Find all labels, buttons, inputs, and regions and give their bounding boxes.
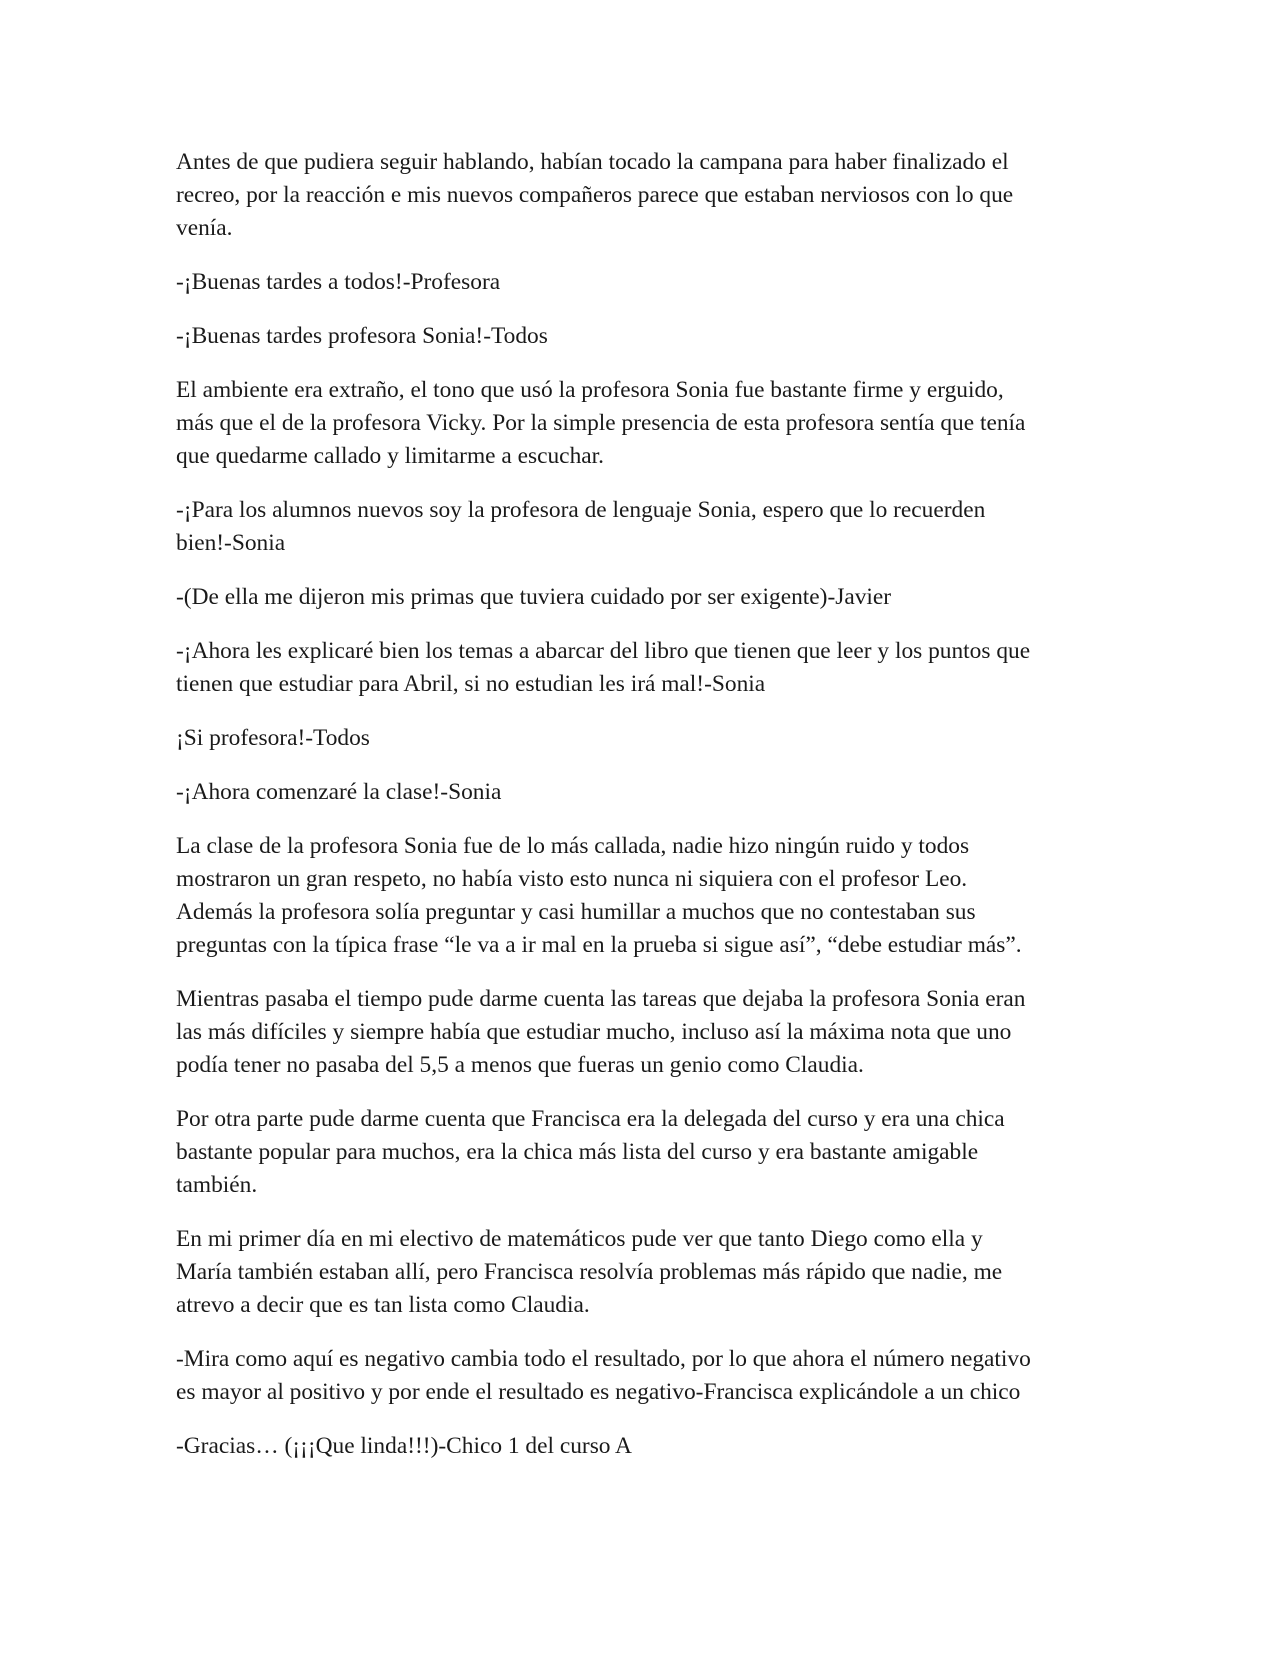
paragraph-10: La clase de la profesora Sonia fue de lo más callada, nadie hizo ningún ruido y todos mostraron un gran respeto, no había visto esto nunca ni siquiera con el profesor Leo. Además la profesora solía preguntar y casi humillar a muchos que no contestaban sus preguntas con la típica frase “le va a ir mal en la prueba si sigue así”, “debe estudiar más”. xyxy=(176,833,1022,958)
paragraph-13: En mi primer día en mi electivo de matemáticos pude ver que tanto Diego como ella y María también estaban allí, pero Francisca resolvía problemas más rápido que nadie, me atrevo a decir que es tan lista como Claudia. xyxy=(176,1226,1003,1318)
paragraph-12: Por otra parte pude darme cuenta que Francisca era la delegada del curso y era una chica bastante popular para muchos, era la chica más lista del curso y era bastante amigable también. xyxy=(176,1106,1005,1198)
paragraph-3: -¡Buenas tardes profesora Sonia!-Todos xyxy=(176,323,548,349)
paragraph-5: -¡Para los alumnos nuevos soy la profesora de lenguaje Sonia, espero que lo recuerden bien!-Sonia xyxy=(176,497,986,556)
paragraph-15: -Gracias… (¡¡¡Que linda!!!)-Chico 1 del curso A xyxy=(176,1433,632,1459)
paragraph-8: ¡Si profesora!-Todos xyxy=(176,725,370,751)
paragraph-6: -(De ella me dijeron mis primas que tuviera cuidado por ser exigente)-Javier xyxy=(176,584,892,610)
paragraph-1: Antes de que pudiera seguir hablando, habían tocado la campana para haber finalizado el recreo, por la reacción e mis nuevos compañeros parece que estaban nerviosos con lo que venía. xyxy=(176,149,1014,241)
document-body xyxy=(176,146,1098,1484)
paragraph-4: El ambiente era extraño, el tono que usó la profesora Sonia fue bastante firme y erguido, más que el de la profesora Vicky. Por la simple presencia de esta profesora sentía que tenía que quedarme callado y limitarme a escuchar. xyxy=(176,377,1026,469)
paragraph-11: Mientras pasaba el tiempo pude darme cuenta las tareas que dejaba la profesora Sonia eran las más difíciles y siempre había que estudiar mucho, incluso así la máxima nota que uno podía tener no pasaba del 5,5 a menos que fueras un genio como Claudia. xyxy=(176,986,1026,1078)
paragraph-14: -Mira como aquí es negativo cambia todo el resultado, por lo que ahora el número negativo es mayor al positivo y por ende el resultado es negativo-Francisca explicándole a un chico xyxy=(176,1346,1031,1405)
paragraph-7: -¡Ahora les explicaré bien los temas a abarcar del libro que tienen que leer y los puntos que tienen que estudiar para Abril, si no estudian les irá mal!-Sonia xyxy=(176,638,1031,697)
paragraph-2: -¡Buenas tardes a todos!-Profesora xyxy=(176,269,501,295)
paragraph-9: -¡Ahora comenzaré la clase!-Sonia xyxy=(176,779,502,805)
